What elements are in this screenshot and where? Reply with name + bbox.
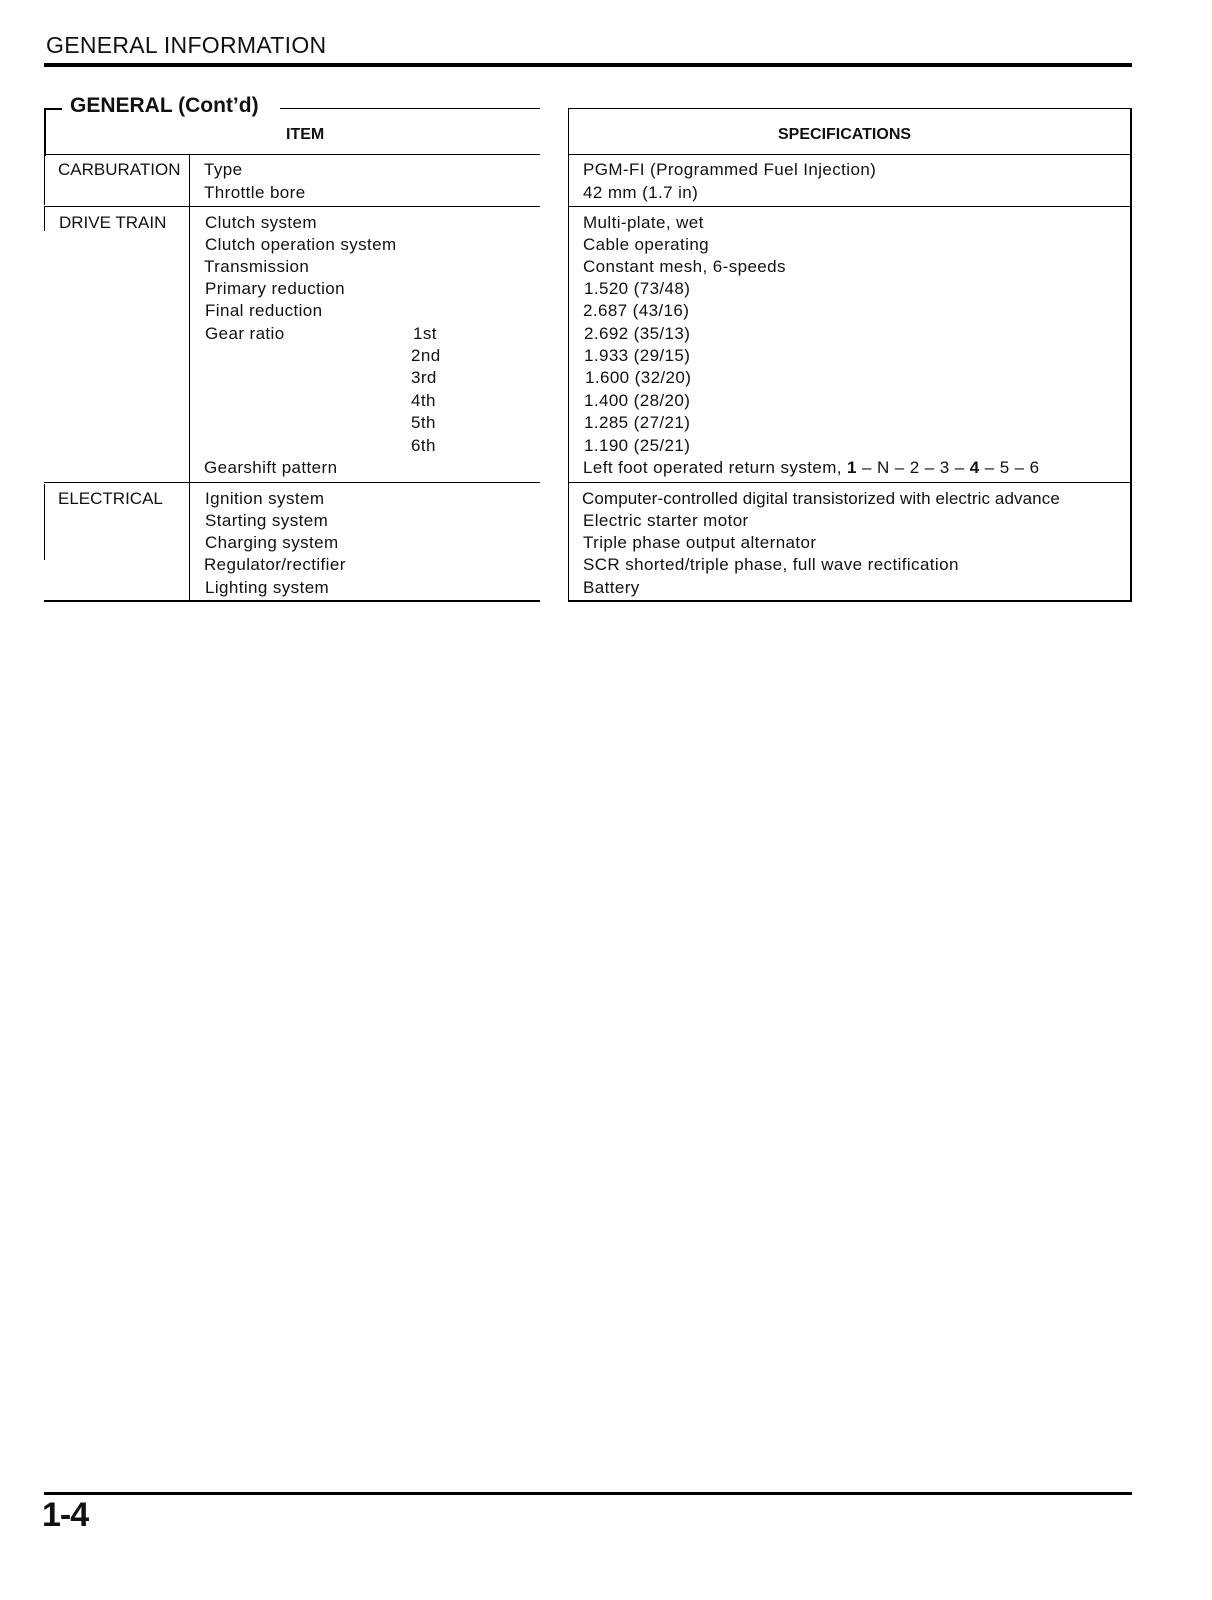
column-header-item: ITEM <box>286 126 325 143</box>
item-label: Clutch system <box>205 213 317 232</box>
category-label: ELECTRICAL <box>58 489 163 508</box>
section-title: GENERAL (Cont’d) <box>70 94 259 117</box>
gear-position: 6 <box>1029 458 1040 477</box>
gear-position: 2 <box>909 458 920 477</box>
item-label: Gearshift pattern <box>204 458 338 477</box>
gear-label: 1st <box>413 324 437 343</box>
gear-label: 4th <box>411 391 436 410</box>
gear-position: 1 <box>847 458 857 477</box>
gear-position: 5 <box>999 458 1010 477</box>
category-label: CARBURATION <box>58 160 181 179</box>
page-number: 1-4 <box>42 1496 89 1534</box>
spec-value: Battery <box>583 578 640 597</box>
gear-position: 3 <box>939 458 950 477</box>
column-header-specifications: SPECIFICATIONS <box>778 126 912 143</box>
spec-value: 1.400 (28/20) <box>584 391 691 410</box>
spec-value: 1.285 (27/21) <box>584 413 691 432</box>
gear-position: 4 <box>969 458 980 477</box>
spec-value: 1.190 (25/21) <box>584 436 691 455</box>
spec-value: PGM-FI (Programmed Fuel Injection) <box>583 160 877 179</box>
item-label: Throttle bore <box>204 183 306 202</box>
spec-value: SCR shorted/triple phase, full wave rectification <box>583 555 959 574</box>
item-label: Starting system <box>205 511 329 530</box>
item-label: Regulator/rectifier <box>204 555 346 574</box>
spec-value: Cable operating <box>583 235 710 254</box>
spec-value: 42 mm (1.7 in) <box>583 183 699 202</box>
item-label: Lighting system <box>205 578 330 597</box>
spec-value: 2.687 (43/16) <box>583 301 690 320</box>
item-label: Charging system <box>205 533 339 552</box>
spec-value: 1.933 (29/15) <box>584 346 691 365</box>
gearshift-pattern-value: Left foot operated return system, 1 – N – 2 – 3 – 4 – 5 – 6 <box>583 458 1040 477</box>
category-label: DRIVE TRAIN <box>59 213 167 232</box>
item-label: Gear ratio <box>205 324 285 343</box>
spec-value: Electric starter motor <box>583 511 749 530</box>
page-header-title: GENERAL INFORMATION <box>46 32 327 58</box>
item-label: Final reduction <box>205 301 323 320</box>
item-label: Primary reduction <box>205 279 346 298</box>
header-rule <box>44 63 1132 67</box>
gear-label: 3rd <box>411 368 437 387</box>
gear-label: 2nd <box>411 346 441 365</box>
item-label: Clutch operation system <box>205 235 397 254</box>
spec-value: Left foot operated return system, <box>583 458 842 477</box>
item-label: Transmission <box>204 257 310 276</box>
gear-position: N <box>876 458 890 477</box>
spec-value: Computer-controlled digital transistorized with electric advance <box>582 489 1060 508</box>
spec-value: Multi-plate, wet <box>583 213 704 232</box>
spec-value: 1.520 (73/48) <box>584 279 691 298</box>
item-label: Type <box>204 160 243 179</box>
gear-label: 5th <box>411 413 436 432</box>
spec-value: 2.692 (35/13) <box>584 324 691 343</box>
spec-value: Constant mesh, 6-speeds <box>583 257 786 276</box>
item-label: Ignition system <box>205 489 325 508</box>
gear-label: 6th <box>411 436 436 455</box>
spec-value: Triple phase output alternator <box>583 533 817 552</box>
footer-rule <box>44 1492 1132 1495</box>
spec-value: 1.600 (32/20) <box>585 368 692 387</box>
